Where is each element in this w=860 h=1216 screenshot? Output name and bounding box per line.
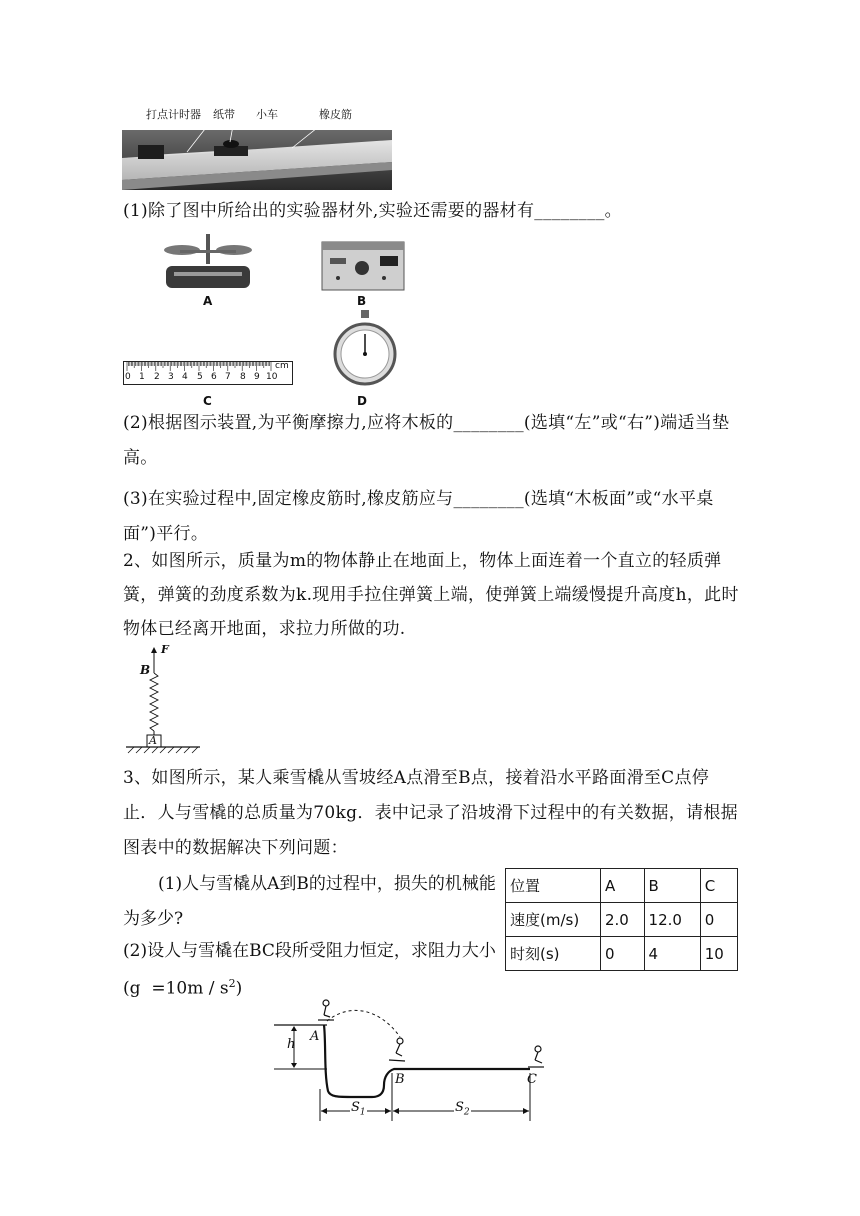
- ruler-tick-label: 2: [154, 372, 160, 382]
- table-row: [506, 869, 738, 903]
- q3-sub2: (2)设人与雪橇在BC段所受阻力恒定，求阻力大小: [123, 941, 496, 961]
- label-cart: 小车: [256, 108, 278, 121]
- g-unit-exponent: 2: [228, 977, 236, 990]
- ruler-tick-label: 0: [125, 372, 131, 382]
- distance-label-s1: [350, 1100, 367, 1118]
- ruler-tick-label: 3: [168, 372, 174, 382]
- timer-device-image: [318, 238, 408, 294]
- table-cell: 0: [601, 937, 645, 971]
- figure-apparatus-photo: [122, 100, 392, 190]
- option-a-label: A: [203, 294, 213, 308]
- block-label-a: A: [149, 734, 157, 747]
- q2-text: 2、如图所示，质量为m的物体静止在地面上，物体上面连着一个直立的轻质弹簧，弹簧的劲度系数为k.现用手拉住弹簧上端，使弹簧上端缓慢提升高度h，此时物体已经离开地面，求拉力所做的功.: [123, 551, 739, 639]
- table-cell: A: [601, 869, 645, 903]
- apparatus-photo-drawing: [122, 100, 392, 190]
- force-label-f: F: [161, 643, 169, 656]
- ruler-tick-label: 7: [225, 372, 231, 382]
- balance-scale-image: [160, 232, 256, 296]
- label-timer: 打点计时器: [146, 108, 201, 121]
- spring-drawing: [124, 645, 204, 755]
- ruler-image: [123, 361, 293, 385]
- ruler-tick-label: 8: [240, 372, 246, 382]
- ruler-tick-label: 10: [266, 372, 278, 382]
- table-cell: 2.0: [601, 903, 645, 937]
- table-cell: 10: [700, 937, 737, 971]
- ruler-tick-label: 4: [182, 372, 188, 382]
- table-cell: 速度(m/s): [506, 903, 601, 937]
- s1-letter: S: [351, 1100, 360, 1115]
- ruler-tick-label: 9: [254, 372, 260, 382]
- ruler-tick-label: 1: [139, 372, 145, 382]
- table-cell: 0: [700, 903, 737, 937]
- ruler-unit-label: cm: [275, 361, 289, 371]
- ruler-tick-labels: [123, 372, 293, 384]
- ruler-tick-label: 5: [197, 372, 203, 382]
- q3-text: 3、如图所示，某人乘雪橇从雪坡经A点滑至B点，接着沿水平路面滑至C点停止．人与雪橇的总质量为70kg．表中记录了沿坡滑下过程中的有关数据，请根据图表中的数据解决下列问题：: [123, 768, 738, 858]
- g-value-text: (g =10m / s: [123, 978, 229, 999]
- q3-sub2-g: [123, 969, 242, 1004]
- q1-part1: (1)除了图中所给出的实验器材外,实验还需要的器材有________。: [123, 201, 622, 221]
- option-c-label: C: [203, 394, 212, 408]
- data-table: [505, 868, 738, 971]
- point-label-a: A: [310, 1029, 320, 1044]
- sled-figure: [272, 993, 572, 1128]
- s1-subscript: 1: [359, 1107, 366, 1118]
- point-label-b: B: [395, 1072, 405, 1087]
- spring-figure: [124, 645, 204, 755]
- table-row: [506, 937, 738, 971]
- table-cell: 12.0: [644, 903, 700, 937]
- s2-letter: S: [455, 1100, 464, 1115]
- q1-part2: (2)根据图示装置,为平衡摩擦力,应将木板的________(选填“左”或“右”)端适当垫高。: [123, 413, 730, 468]
- point-label-c: C: [527, 1072, 537, 1087]
- table-cell: B: [644, 869, 700, 903]
- label-rubber-band: 橡皮筋: [319, 108, 352, 121]
- label-tape: 纸带: [213, 108, 235, 121]
- s2-subscript: 2: [463, 1107, 470, 1118]
- table-row: [506, 903, 738, 937]
- option-d-label: D: [357, 394, 367, 408]
- spring-top-label-b: B: [140, 663, 151, 677]
- option-b-label: B: [357, 294, 367, 308]
- table-cell: 时刻(s): [506, 937, 601, 971]
- stopwatch-image: [332, 310, 398, 386]
- q1-part3: (3)在实验过程中,固定橡皮筋时,橡皮筋应与________(选填“木板面”或“水平桌面”)平行。: [123, 489, 714, 544]
- table-cell: 4: [644, 937, 700, 971]
- table-cell: 位置: [506, 869, 601, 903]
- sled-drawing: [272, 993, 572, 1128]
- q3-sub1: (1)人与雪橇从A到B的过程中，损失的机械能为多少?: [123, 874, 496, 929]
- table-cell: C: [700, 869, 737, 903]
- g-closing-paren: ): [235, 978, 243, 999]
- height-label-h: h: [287, 1037, 296, 1052]
- ruler-tick-label: 6: [211, 372, 217, 382]
- distance-label-s2: [454, 1100, 471, 1118]
